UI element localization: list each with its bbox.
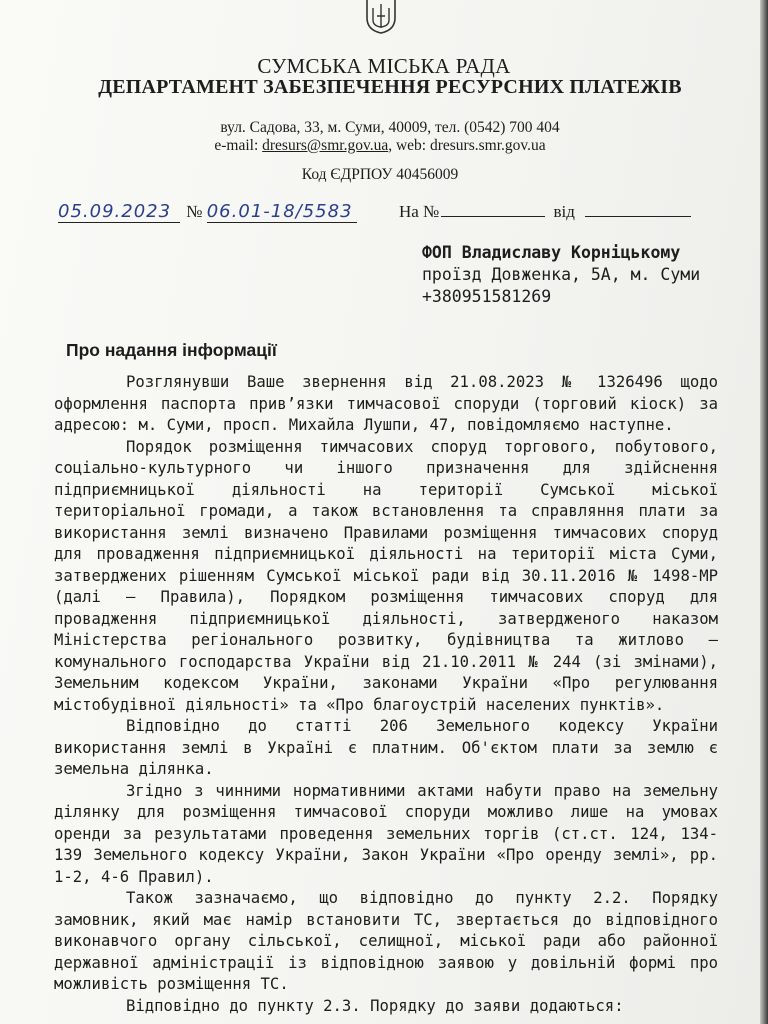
page-edge-shadow xyxy=(760,0,768,1024)
body-paragraph: Згідно з чинними нормативними актами набути право на земельну ділянку для розміщення тимчасової споруди можливо лише на умовах оренди за результатами проведення земельних торгів (ст.ст. 124, 134-139 Земельного кодексу України, Закон України «Про оренду землі», рр. 1-2, 4-6 Правил). xyxy=(54,781,718,886)
recipient-block xyxy=(422,242,700,308)
body-paragraph: Відповідно до пункту 2.3. Порядку до заяви додаються: xyxy=(126,996,624,1015)
department-address: вул. Садова, 33, м. Суми, 40009, тел. (0542) 700 404 xyxy=(220,119,560,136)
web-text: , web: dresurs.smr.gov.ua xyxy=(388,137,546,154)
recipient-name: ФОП Владиславу Корніцькому xyxy=(422,243,681,262)
recipient-address: проїзд Довженка, 5А, м. Суми xyxy=(422,265,701,284)
reference-number-blank xyxy=(441,216,545,217)
body-paragraph: Відповідно до статті 206 Земельного кодексу України використання землі в Україні є платним. Об'єктом плати за землю є земельна ділянка. xyxy=(54,717,718,778)
edrpou-code: Код ЄДРПОУ 40456009 xyxy=(301,166,459,183)
letter-subject: Про надання інформації xyxy=(66,340,277,360)
email-label: e-mail: xyxy=(214,137,263,154)
reference-date-blank xyxy=(585,216,691,217)
outgoing-date: 05.09.2023 xyxy=(58,201,172,222)
department-name: ДЕПАРТАМЕНТ ЗАБЕЗПЕЧЕННЯ РЕСУРСНИХ ПЛАТЕЖІВ xyxy=(98,76,682,98)
trident-emblem-icon xyxy=(361,0,401,34)
council-name: СУМСЬКА МІСЬКА РАДА xyxy=(257,54,511,78)
from-label: від xyxy=(553,202,575,221)
reference-label: На № xyxy=(398,202,440,221)
recipient-phone: +380951581269 xyxy=(422,287,552,306)
registration-line xyxy=(58,201,718,225)
contact-line xyxy=(180,137,580,155)
outgoing-number: 06.01-18/5583 xyxy=(206,201,353,222)
letter-body xyxy=(54,372,718,1017)
body-paragraph: Порядок розміщення тимчасових споруд торгового, побутового, соціально-культурного чи іншого призначення для здійснення підприємницької діяльності на території Сумської міської територіальної громади, а також встановлення та справляння плати за використання землі визначено Правилами розміщення тимчасових споруд для провадження підприємницької діяльності на території міста Суми, затверджених рішенням Сумської міської ради від 30.11.2016 № 1498-МР (далі – Правила), Порядком розміщення тимчасових споруд для провадження підприємницької діяльності, затвердженого наказом Міністерства регіонального розвитку, будівництва та житлово – комунального господарства України від 21.10.2011 № 244 (зі змінами), Земельним кодексом України, законами України «Про регулювання містобудівної діяльності» та «Про благоустрій населених пунктів». xyxy=(54,437,718,714)
body-paragraph: Розглянувши Ваше звернення від 21.08.2023 № 1326496 щодо оформлення паспорта прив’язки тимчасової споруди (торговий кіоск) за адресою: м. Суми, просп. Михайла Лушпи, 47, повідомляємо наступне. xyxy=(54,373,718,434)
number-label: № xyxy=(186,202,203,221)
body-paragraph: Також зазначаємо, що відповідно до пункту 2.2. Порядку замовник, який має намір встановити ТС, звертається до відповідного виконавчого органу сільської, селищної, міської ради або районної державної адміністрації із відповідною заявою у довільній формі про можливість розміщення ТС. xyxy=(54,889,718,993)
email-link[interactable]: dresurs@smr.gov.ua xyxy=(262,137,389,154)
